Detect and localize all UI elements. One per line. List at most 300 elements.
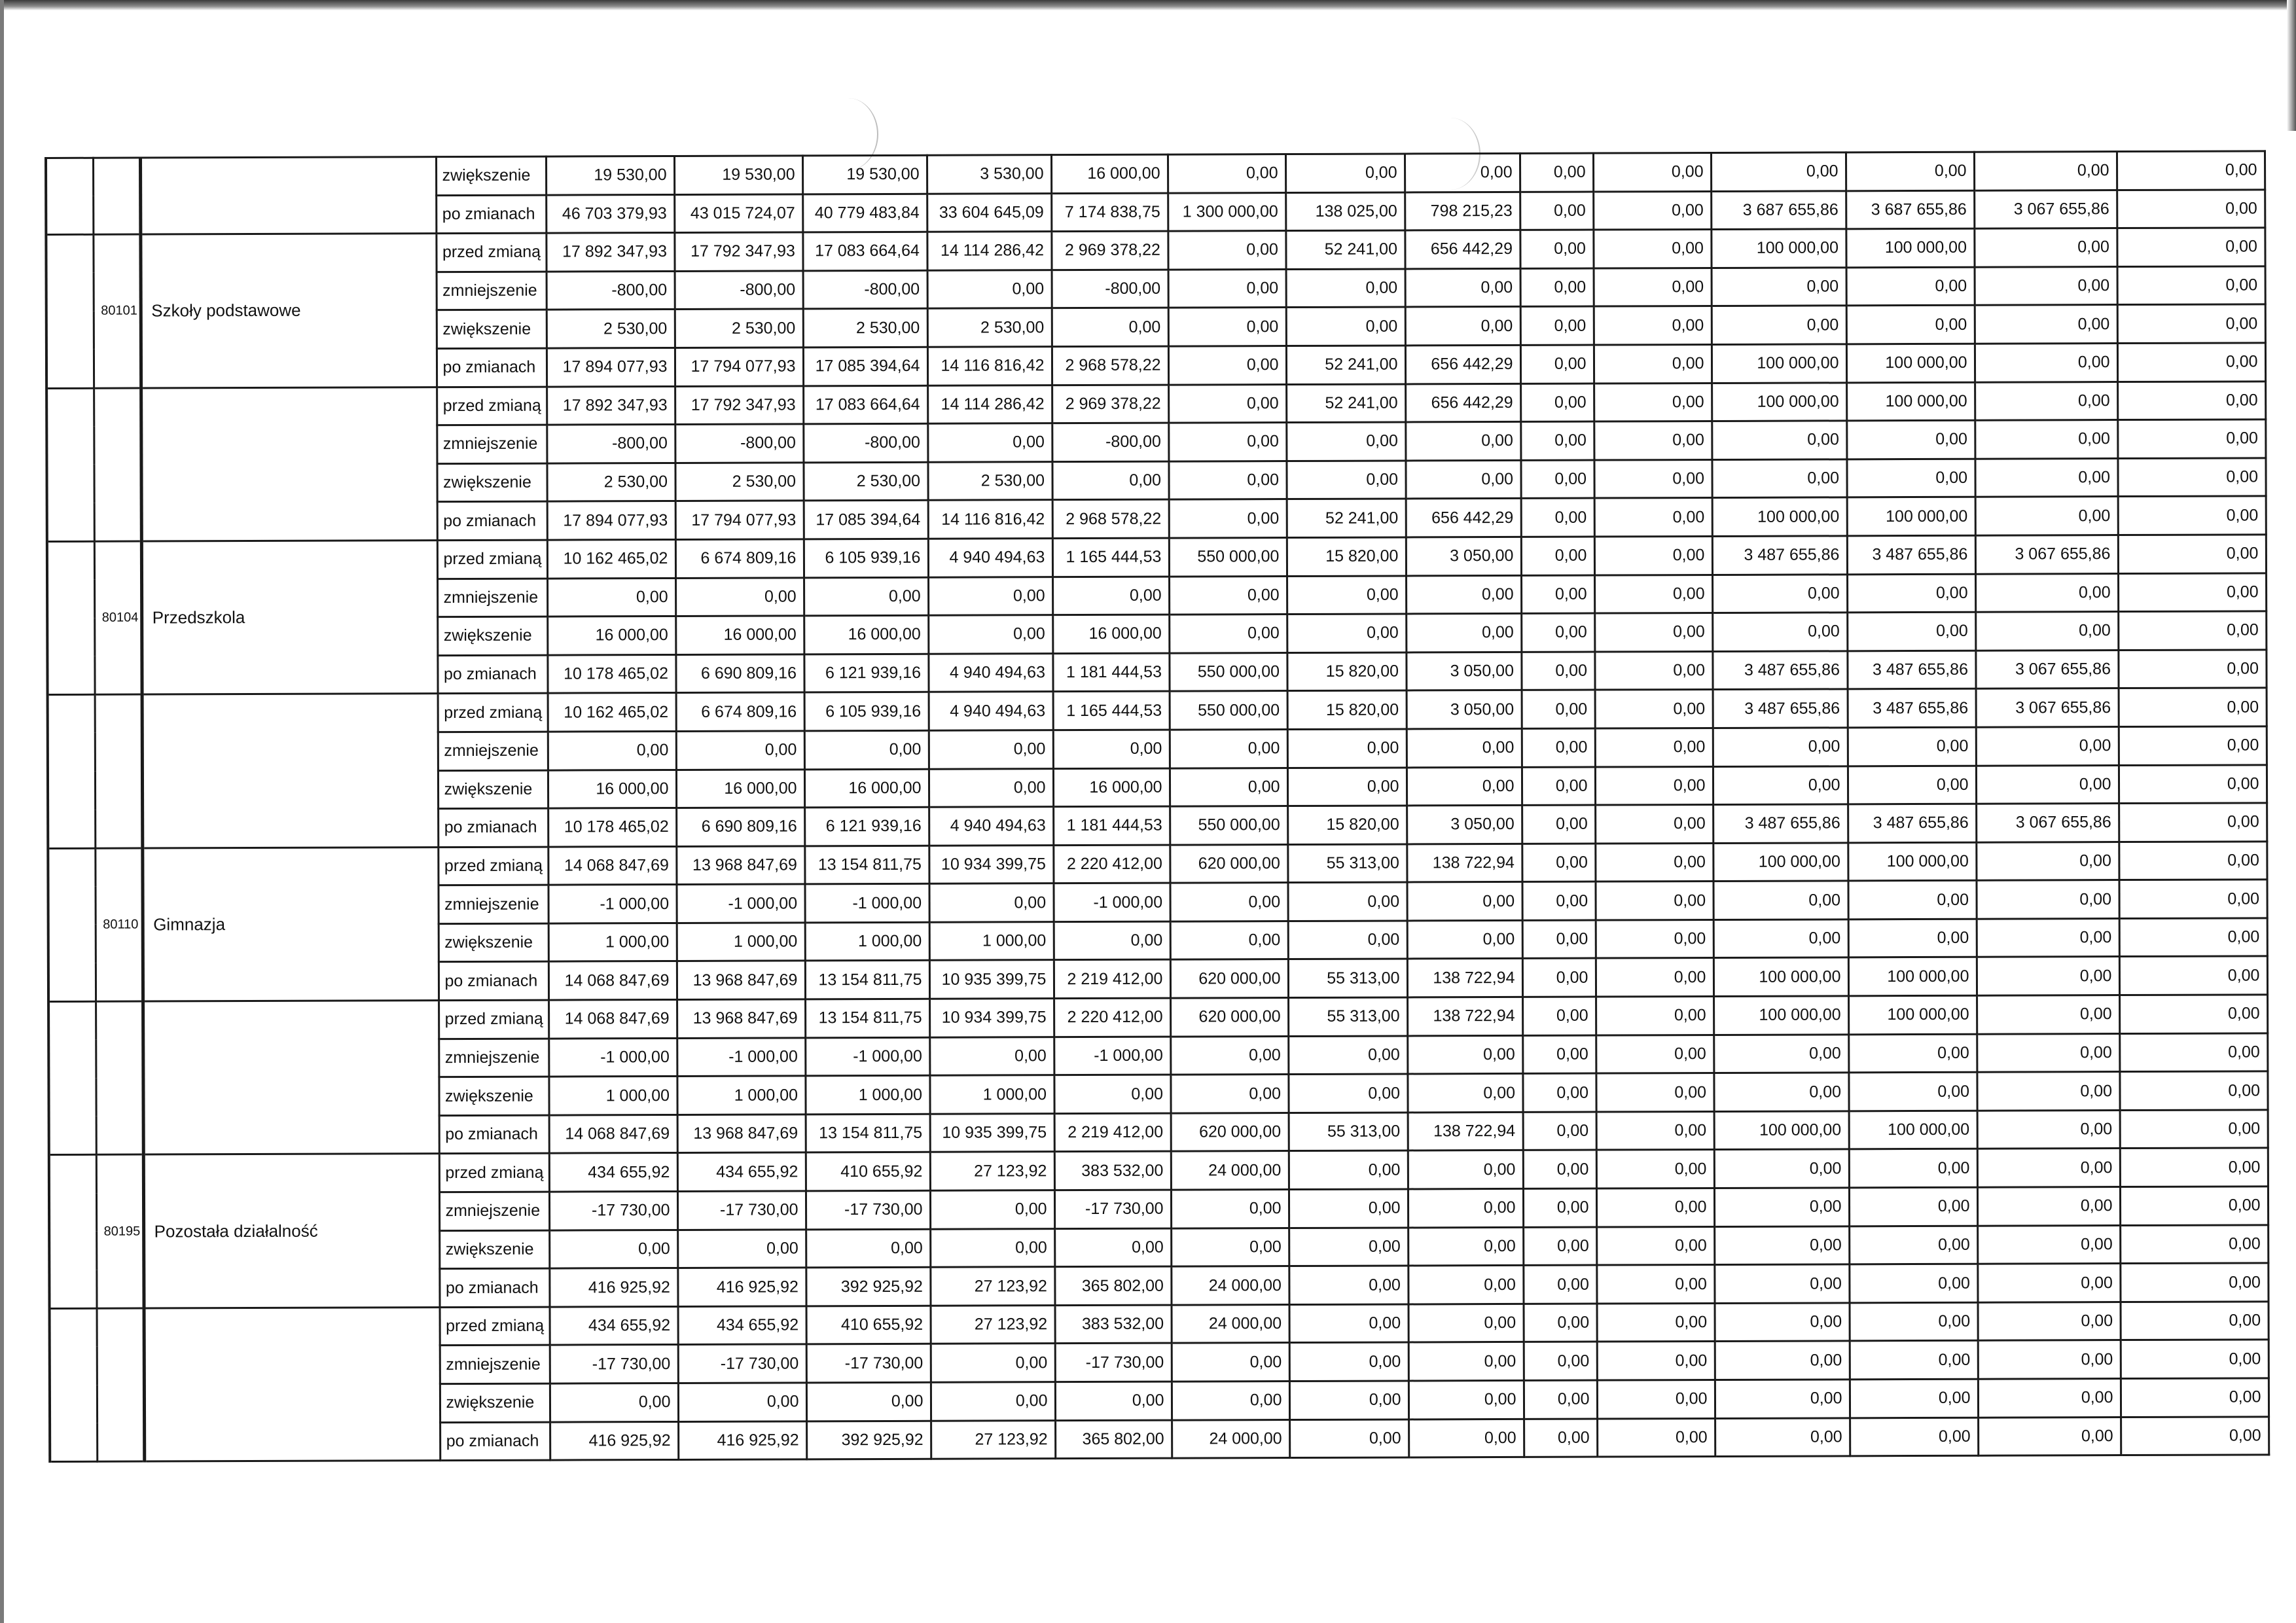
amount-cell: 17 794 077,93 — [675, 501, 804, 539]
amount-cell: 0,00 — [1848, 727, 1976, 766]
amount-cell: 3 487 655,86 — [1848, 804, 1976, 842]
amount-cell: 0,00 — [1520, 383, 1594, 422]
amount-cell: 0,00 — [1285, 154, 1405, 192]
amount-cell: 6 690 809,16 — [676, 808, 804, 846]
amount-cell: 17 792 347,93 — [675, 385, 803, 424]
amount-cell: 4 940 494,63 — [929, 807, 1053, 846]
amount-cell: 3 487 655,86 — [1847, 651, 1975, 689]
amount-cell: 550 000,00 — [1170, 806, 1287, 845]
amount-cell: 0,00 — [1524, 1342, 1597, 1380]
amount-cell: 14 068 847,69 — [548, 846, 676, 885]
amount-cell: 434 655,92 — [550, 1306, 678, 1345]
amount-cell: 10 935 399,75 — [929, 960, 1054, 999]
amount-cell: 0,00 — [1289, 1342, 1408, 1381]
chapter-code — [94, 388, 141, 542]
amount-cell: 0,00 — [1172, 1343, 1289, 1382]
amount-cell: 0,00 — [1524, 1419, 1597, 1457]
amount-cell: 3 687 655,86 — [1846, 190, 1974, 229]
row-label: zmniejszenie — [440, 1345, 550, 1383]
amount-cell: 138 722,94 — [1407, 959, 1522, 997]
amount-cell: 0,00 — [2119, 803, 2267, 842]
amount-cell: 0,00 — [1522, 882, 1595, 920]
amount-cell: 6 674 809,16 — [675, 539, 804, 578]
amount-cell: 100 000,00 — [1846, 344, 1975, 382]
amount-cell: 0,00 — [2119, 726, 2267, 765]
amount-cell: 16 000,00 — [1052, 615, 1169, 653]
amount-cell: 0,00 — [1712, 574, 1847, 613]
amount-cell: 0,00 — [2120, 1186, 2268, 1225]
amount-cell: 0,00 — [1848, 1034, 1977, 1073]
amount-cell: 620 000,00 — [1170, 844, 1287, 883]
amount-cell: 16 000,00 — [676, 769, 804, 808]
amount-cell: 16 000,00 — [547, 616, 675, 655]
amount-cell: 0,00 — [2119, 688, 2267, 726]
amount-cell: 0,00 — [1978, 1417, 2121, 1455]
amount-cell: 0,00 — [2117, 458, 2265, 497]
section-cell — [46, 388, 94, 542]
budget-table — [45, 150, 2270, 1463]
chapter-code — [93, 158, 140, 234]
amount-cell: 3 487 655,86 — [1712, 536, 1847, 575]
amount-cell: 0,00 — [1171, 1228, 1289, 1266]
amount-cell: 10 162 465,02 — [548, 693, 676, 732]
amount-cell: 17 892 347,93 — [546, 233, 674, 272]
amount-cell: 6 105 939,16 — [804, 692, 929, 731]
amount-cell: 0,00 — [928, 577, 1052, 615]
amount-cell: 0,00 — [930, 1190, 1054, 1229]
amount-cell: 6 690 809,16 — [675, 654, 804, 693]
amount-cell: 0,00 — [1405, 153, 1520, 192]
row-label: zwiększenie — [437, 616, 547, 655]
amount-cell: 0,00 — [928, 615, 1052, 654]
amount-cell: 0,00 — [1713, 728, 1848, 766]
amount-cell: 0,00 — [2118, 611, 2266, 650]
amount-cell: 0,00 — [1287, 767, 1407, 806]
amount-cell: -1 000,00 — [1053, 883, 1170, 921]
amount-cell: 0,00 — [1595, 882, 1713, 920]
amount-cell: 2 530,00 — [803, 309, 927, 348]
amount-cell: 0,00 — [1286, 461, 1405, 499]
amount-cell: 0,00 — [1289, 1189, 1408, 1228]
amount-cell: 0,00 — [1405, 460, 1520, 499]
amount-cell: 33 604 645,09 — [927, 193, 1051, 232]
amount-cell: 656 442,29 — [1405, 345, 1520, 383]
amount-cell: 0,00 — [1974, 152, 2117, 190]
amount-cell: -17 730,00 — [678, 1344, 806, 1383]
amount-cell: 2 530,00 — [803, 462, 927, 501]
amount-cell: -1 000,00 — [1054, 1037, 1170, 1075]
amount-cell: 13 154 811,75 — [804, 846, 929, 884]
amount-cell: 0,00 — [1849, 1149, 1977, 1188]
amount-cell: 0,00 — [931, 1382, 1055, 1421]
amount-cell: 0,00 — [1977, 918, 2119, 957]
amount-cell: -1 000,00 — [548, 1038, 677, 1077]
amount-cell: 10 935 399,75 — [930, 1114, 1054, 1152]
amount-cell: 365 802,00 — [1054, 1266, 1171, 1305]
amount-cell: 3 487 655,86 — [1848, 689, 1976, 728]
amount-cell: 620 000,00 — [1170, 998, 1288, 1037]
amount-cell: 0,00 — [1848, 766, 1976, 804]
amount-cell: 0,00 — [806, 1382, 931, 1421]
amount-cell: 0,00 — [1593, 191, 1711, 230]
amount-cell: 0,00 — [1594, 459, 1712, 498]
amount-cell: 2 969 378,22 — [1051, 231, 1168, 270]
row-label: po zmianach — [440, 1422, 550, 1461]
amount-cell: 17 794 077,93 — [675, 348, 803, 386]
amount-cell: 0,00 — [1521, 498, 1594, 537]
row-label: po zmianach — [438, 808, 548, 847]
amount-cell: 0,00 — [1595, 805, 1713, 844]
amount-cell: 0,00 — [1523, 1150, 1596, 1188]
amount-cell: 40 779 483,84 — [802, 194, 927, 232]
amount-cell: 0,00 — [1408, 1188, 1523, 1227]
amount-cell: 0,00 — [1847, 612, 1975, 651]
amount-cell: 392 925,92 — [806, 1421, 931, 1459]
chapter-name: Pozostała działalność — [143, 1154, 440, 1308]
amount-cell: -800,00 — [675, 271, 803, 310]
amount-cell: 0,00 — [1408, 1342, 1524, 1381]
amount-cell: -1 000,00 — [676, 884, 804, 923]
amount-cell: 16 000,00 — [1051, 154, 1168, 193]
table-row — [46, 228, 2265, 273]
amount-cell: 0,00 — [1053, 730, 1170, 768]
amount-cell: 0,00 — [2119, 995, 2267, 1033]
amount-cell: -1 000,00 — [804, 884, 929, 923]
row-label: przed zmianą — [440, 1307, 550, 1346]
amount-cell: 0,00 — [1715, 1341, 1850, 1380]
amount-cell: -17 730,00 — [550, 1345, 678, 1383]
amount-cell: 0,00 — [1978, 1302, 2121, 1340]
amount-cell: -800,00 — [547, 271, 675, 310]
amount-cell: 0,00 — [2117, 189, 2265, 228]
amount-cell: 0,00 — [2118, 650, 2266, 688]
amount-cell: 10 178 465,02 — [548, 808, 676, 847]
amount-cell: 3 487 655,86 — [1713, 689, 1848, 728]
amount-cell: 0,00 — [1715, 1303, 1850, 1342]
amount-cell: 0,00 — [1594, 575, 1712, 613]
amount-cell: 3 067 655,86 — [1975, 650, 2118, 688]
amount-cell: 24 000,00 — [1172, 1304, 1289, 1343]
amount-cell: -800,00 — [803, 270, 927, 309]
amount-cell: 6 674 809,16 — [676, 692, 804, 731]
amount-cell: 0,00 — [1594, 344, 1712, 383]
amount-cell: 416 925,92 — [677, 1268, 806, 1306]
amount-cell: 0,00 — [1289, 1228, 1408, 1266]
amount-cell: 2 220 412,00 — [1053, 845, 1170, 883]
amount-cell: 0,00 — [1594, 383, 1712, 421]
amount-cell: 0,00 — [1849, 1226, 1977, 1264]
amount-cell: 16 000,00 — [1053, 768, 1170, 807]
amount-cell: 0,00 — [806, 1229, 930, 1268]
amount-cell: 0,00 — [1523, 1227, 1596, 1266]
amount-cell: 0,00 — [1848, 1072, 1977, 1111]
chapter-code — [95, 694, 143, 848]
amount-cell: 6 121 939,16 — [804, 807, 929, 846]
row-label: zmniejszenie — [437, 579, 547, 617]
amount-cell: 2 968 578,22 — [1052, 499, 1169, 538]
amount-cell: 0,00 — [2121, 1302, 2269, 1340]
amount-cell: 24 000,00 — [1172, 1419, 1289, 1458]
amount-cell: 100 000,00 — [1714, 1111, 1849, 1150]
amount-cell: 656 442,29 — [1405, 383, 1520, 422]
amount-cell: 0,00 — [2117, 419, 2265, 458]
amount-cell: 0,00 — [1168, 154, 1285, 193]
amount-cell: 15 820,00 — [1287, 690, 1407, 729]
amount-cell: 0,00 — [1597, 1303, 1715, 1342]
amount-cell: 0,00 — [1288, 1074, 1407, 1113]
amount-cell: 0,00 — [1595, 728, 1713, 766]
amount-cell: 2 530,00 — [547, 463, 675, 501]
amount-cell: 0,00 — [1846, 420, 1975, 459]
amount-cell: 0,00 — [1593, 153, 1711, 192]
amount-cell: 0,00 — [1520, 306, 1594, 345]
amount-cell: 434 655,92 — [549, 1153, 677, 1192]
amount-cell: 0,00 — [1520, 421, 1594, 460]
amount-cell: 14 114 286,42 — [927, 385, 1052, 423]
amount-cell: 434 655,92 — [677, 1152, 806, 1191]
amount-cell: 16 000,00 — [675, 616, 804, 654]
amount-cell: 0,00 — [1849, 1264, 1977, 1302]
amount-cell: 0,00 — [1850, 1418, 1978, 1456]
amount-cell: 0,00 — [1289, 1304, 1408, 1343]
amount-cell: 0,00 — [1172, 1382, 1289, 1420]
amount-cell: 19 530,00 — [802, 155, 927, 194]
amount-cell: 2 969 378,22 — [1052, 385, 1168, 423]
amount-cell: 0,00 — [2121, 1416, 2269, 1455]
amount-cell: 0,00 — [1522, 997, 1596, 1035]
amount-cell: 1 000,00 — [677, 1076, 805, 1115]
row-label: po zmianach — [439, 1268, 549, 1307]
amount-cell: 13 154 811,75 — [805, 999, 929, 1037]
amount-cell: 0,00 — [1286, 307, 1405, 346]
amount-cell: 0,00 — [1170, 1036, 1288, 1075]
row-label: zwiększenie — [437, 310, 547, 348]
amount-cell: 13 154 811,75 — [805, 961, 929, 999]
amount-cell: 13 154 811,75 — [806, 1114, 930, 1152]
amount-cell: 1 181 444,53 — [1053, 806, 1170, 845]
chapter-name — [144, 1307, 440, 1461]
amount-cell: 0,00 — [1168, 231, 1285, 270]
chapter-name: Gimnazja — [142, 847, 439, 1001]
amount-cell: 0,00 — [1977, 957, 2119, 995]
amount-cell: 10 934 399,75 — [929, 845, 1053, 883]
scan-edge-right — [2287, 0, 2296, 131]
amount-cell: 3 050,00 — [1406, 537, 1521, 575]
amount-cell: 24 000,00 — [1171, 1151, 1289, 1190]
amount-cell: 100 000,00 — [1712, 382, 1846, 421]
amount-cell: 0,00 — [1055, 1382, 1172, 1420]
amount-cell: 0,00 — [1408, 1419, 1524, 1457]
amount-cell: 0,00 — [2119, 842, 2267, 880]
amount-cell: 0,00 — [1523, 1265, 1596, 1304]
amount-cell: 0,00 — [1975, 612, 2118, 651]
amount-cell: 0,00 — [931, 1344, 1055, 1382]
amount-cell: 0,00 — [1520, 460, 1594, 499]
section-cell — [50, 1308, 98, 1462]
section-cell — [49, 1155, 97, 1309]
amount-cell: 100 000,00 — [1848, 842, 1976, 881]
amount-cell: 0,00 — [804, 577, 928, 616]
amount-cell: 0,00 — [1594, 651, 1712, 690]
amount-cell: 0,00 — [1168, 308, 1286, 346]
amount-cell: -17 730,00 — [1055, 1344, 1172, 1382]
table-row — [50, 1302, 2269, 1347]
amount-cell: -800,00 — [1052, 270, 1168, 308]
amount-cell: 383 532,00 — [1055, 1305, 1172, 1344]
row-label: po zmianach — [437, 348, 547, 387]
chapter-code: 80101 — [93, 234, 141, 388]
amount-cell: 0,00 — [678, 1383, 806, 1421]
amount-cell: 0,00 — [1977, 1225, 2120, 1264]
amount-cell: 100 000,00 — [1848, 995, 1977, 1034]
amount-cell: 3 067 655,86 — [1974, 190, 2117, 228]
amount-cell: 27 123,92 — [930, 1152, 1054, 1190]
row-label: zmniejszenie — [437, 425, 547, 463]
amount-cell: 0,00 — [1170, 883, 1287, 921]
budget-table-body — [46, 151, 2269, 1462]
amount-cell: 13 968 847,69 — [677, 961, 805, 999]
table-row — [48, 842, 2267, 887]
amount-cell: 0,00 — [929, 1037, 1054, 1075]
amount-cell: 0,00 — [1597, 1418, 1715, 1457]
table-row — [48, 688, 2267, 733]
amount-cell: 0,00 — [1522, 805, 1595, 844]
amount-cell: 0,00 — [1976, 842, 2119, 880]
amount-cell: 0,00 — [1975, 344, 2117, 382]
amount-cell: 0,00 — [804, 730, 929, 769]
amount-cell: 0,00 — [2119, 1071, 2267, 1110]
amount-cell: 16 000,00 — [804, 769, 929, 808]
amount-cell: 0,00 — [1977, 1264, 2120, 1302]
amount-cell: 0,00 — [1408, 1380, 1524, 1419]
amount-cell: 0,00 — [1407, 1074, 1522, 1113]
amount-cell: -1 000,00 — [548, 885, 676, 923]
row-label: zmniejszenie — [437, 272, 547, 310]
amount-cell: 0,00 — [1976, 765, 2119, 804]
amount-cell: 0,00 — [1052, 577, 1169, 615]
amount-cell: 138 722,94 — [1407, 844, 1522, 882]
amount-cell: 14 116 816,42 — [928, 500, 1052, 539]
section-cell — [47, 541, 95, 695]
amount-cell: 1 000,00 — [805, 1076, 929, 1115]
amount-cell: 0,00 — [1407, 1035, 1522, 1074]
row-label: zmniejszenie — [438, 732, 548, 770]
amount-cell: 0,00 — [1168, 461, 1286, 499]
amount-cell: 0,00 — [1520, 268, 1594, 307]
amount-cell: 3 050,00 — [1407, 690, 1522, 729]
amount-cell: 0,00 — [1287, 729, 1407, 768]
amount-cell: 3 050,00 — [1407, 806, 1522, 844]
chapter-code — [96, 1001, 143, 1155]
amount-cell: 1 000,00 — [548, 923, 677, 961]
row-label: przed zmianą — [438, 693, 548, 732]
amount-cell: 0,00 — [1054, 921, 1170, 960]
amount-cell: 52 241,00 — [1285, 230, 1405, 269]
amount-cell: 0,00 — [1522, 728, 1595, 767]
row-label: zwiększenie — [438, 770, 548, 809]
amount-cell: 0,00 — [927, 423, 1052, 462]
amount-cell: 0,00 — [1975, 573, 2118, 612]
amount-cell: 0,00 — [1405, 268, 1520, 307]
amount-cell: 0,00 — [2118, 496, 2266, 535]
amount-cell: 0,00 — [929, 768, 1053, 807]
table-row — [49, 1148, 2268, 1193]
amount-cell: 0,00 — [2117, 381, 2265, 419]
amount-cell: 13 968 847,69 — [677, 1115, 806, 1153]
amount-cell: 0,00 — [1596, 919, 1713, 958]
amount-cell: 6 121 939,16 — [804, 654, 928, 692]
amount-cell: 3 067 655,86 — [1976, 688, 2119, 727]
amount-cell: 100 000,00 — [1712, 497, 1847, 536]
amount-cell: 0,00 — [1052, 308, 1168, 346]
amount-cell: 0,00 — [675, 577, 804, 616]
amount-cell: -17 730,00 — [806, 1344, 931, 1383]
amount-cell: 0,00 — [1596, 1188, 1714, 1227]
amount-cell: 0,00 — [1977, 1033, 2119, 1072]
amount-cell: 0,00 — [549, 1230, 677, 1268]
amount-cell: 100 000,00 — [1848, 957, 1977, 996]
amount-cell: 0,00 — [1714, 1226, 1849, 1264]
amount-cell: 0,00 — [1520, 192, 1593, 230]
amount-cell: 0,00 — [2119, 764, 2267, 803]
amount-cell: 3 487 655,86 — [1713, 804, 1848, 843]
amount-cell: 0,00 — [1522, 920, 1596, 959]
amount-cell: 3 067 655,86 — [1975, 535, 2118, 573]
amount-cell: 0,00 — [1168, 384, 1286, 423]
amount-cell: 0,00 — [1850, 1341, 1978, 1380]
amount-cell: 0,00 — [1288, 1036, 1407, 1075]
amount-cell: 0,00 — [2117, 151, 2265, 190]
amount-cell: 0,00 — [2119, 880, 2267, 918]
amount-cell: 0,00 — [1522, 1035, 1596, 1074]
amount-cell: 0,00 — [1596, 1035, 1713, 1073]
amount-cell: 0,00 — [1286, 422, 1405, 461]
amount-cell: 0,00 — [1521, 613, 1594, 652]
amount-cell: 0,00 — [1714, 1188, 1849, 1226]
amount-cell: 416 925,92 — [549, 1268, 677, 1307]
amount-cell: 0,00 — [1713, 1035, 1848, 1073]
amount-cell: 0,00 — [927, 270, 1052, 308]
amount-cell: 2 530,00 — [927, 461, 1052, 500]
amount-cell: 0,00 — [1521, 575, 1594, 614]
amount-cell: 0,00 — [1850, 1379, 1978, 1418]
amount-cell: 100 000,00 — [1847, 497, 1975, 536]
amount-cell: 550 000,00 — [1169, 537, 1287, 576]
row-label: przed zmianą — [437, 540, 547, 579]
row-label: przed zmianą — [438, 847, 548, 885]
amount-cell: 2 220 412,00 — [1054, 998, 1170, 1037]
amount-cell: 0,00 — [1523, 1188, 1596, 1227]
amount-cell: 0,00 — [1522, 690, 1595, 728]
amount-cell: 0,00 — [1170, 921, 1288, 959]
amount-cell: 10 934 399,75 — [929, 999, 1054, 1037]
amount-cell: 100 000,00 — [1713, 996, 1848, 1035]
amount-cell: 0,00 — [1713, 881, 1848, 919]
amount-cell: 550 000,00 — [1169, 652, 1287, 691]
amount-cell: -17 730,00 — [1054, 1190, 1171, 1228]
amount-cell: 0,00 — [2120, 1148, 2268, 1186]
amount-cell: 2 530,00 — [675, 463, 803, 501]
amount-cell: 15 820,00 — [1287, 652, 1406, 691]
amount-cell: 416 925,92 — [678, 1421, 806, 1459]
amount-cell: 798 215,23 — [1405, 192, 1520, 230]
amount-cell: 0,00 — [1976, 726, 2119, 765]
amount-cell: 0,00 — [929, 730, 1053, 769]
amount-cell: 100 000,00 — [1711, 229, 1846, 268]
amount-cell: 0,00 — [1168, 423, 1286, 461]
amount-cell: 0,00 — [1848, 919, 1977, 957]
amount-cell: 0,00 — [2119, 918, 2267, 957]
